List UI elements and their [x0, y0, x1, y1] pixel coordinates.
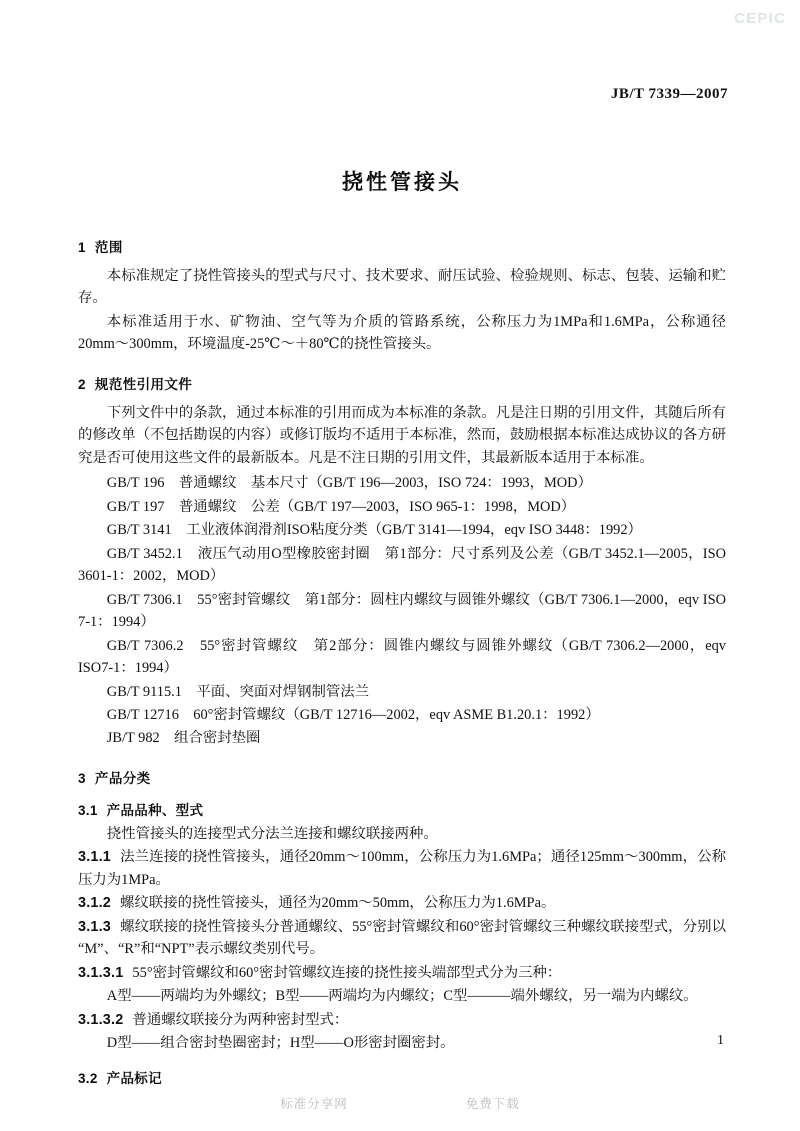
page-number: 1	[717, 1033, 724, 1048]
item-number-3-1-3-2: 3.1.3.2	[78, 1011, 124, 1028]
item-number-3-1-3-1: 3.1.3.1	[78, 964, 124, 981]
item-text-3-1-3-2: 普通螺纹联接分为两种密封型式：	[132, 1011, 349, 1028]
subclause-3-1-lead: 挠性管接头的连接型式分法兰连接和螺纹联接两种。	[106, 825, 438, 842]
item-3-1-3-1-detail: A型——两端均为外螺纹；B型——两端均为内螺纹；C型———端外螺纹，另一端为内螺纹。	[106, 988, 698, 1005]
subclause-title-3-2: 产品标记	[106, 1070, 162, 1086]
subclause-title-3-1: 产品品种、型式	[106, 802, 204, 818]
item-text-3-1-3-1: 55°密封管螺纹和60°密封管螺纹连接的挠性接头端部型式分为三种：	[132, 964, 562, 981]
clause-1-paragraph-1: 本标准规定了挠性管接头的型式与尺寸、技术要求、耐压试验、检验规则、标志、包装、运输和贮存。	[78, 268, 726, 307]
page-title: 挠性管接头	[342, 171, 462, 194]
clause-heading-2	[78, 373, 726, 393]
list-item: JB/T 982 组合密封垫圈	[106, 730, 261, 747]
item-text-3-1-1: 法兰连接的挠性管接头，通径20mm～100mm，公称压力为1.6MPa；通径125mm～300mm，公称压力为1MPa。	[78, 849, 726, 888]
clause-number-1: 1	[78, 240, 86, 255]
list-item: GB/T 3452.1 液压气动用O型橡胶密封圈 第1部分：尺寸系列及公差（GB/T 3452.1—2005，ISO 3601-1：2002，MOD）	[78, 545, 726, 585]
clause-title-2: 规范性引用文件	[94, 376, 193, 392]
item-3-1-3-2	[78, 1009, 726, 1031]
clause-title-1: 范围	[94, 240, 123, 255]
footer-download-label: 免费下载	[465, 1097, 520, 1111]
list-item: GB/T 12716 60°密封管螺纹（GB/T 12716—2002，eqv ASME B1.20.1：1992）	[106, 706, 600, 723]
clause-number-3: 3	[78, 770, 86, 786]
clause-2-paragraph-1: 下列文件中的条款，通过本标准的引用而成为本标准的条款。凡是注日期的引用文件，其随后所有的修改单（不包括勘误的内容）或修订版均不适用于本标准，然而，鼓励根据本标准达成协议的各方研究是否可使用这些文件的最新版本。凡是不注日期的引用文件，其最新版本适用于本标准。	[78, 404, 726, 466]
clause-title-3: 产品分类	[94, 770, 151, 786]
list-item: GB/T 197 普通螺纹 公差（GB/T 197—2003，ISO 965-1：1998，MOD）	[106, 498, 576, 515]
item-number-3-1-2: 3.1.2	[78, 895, 112, 912]
normative-reference-list	[78, 472, 726, 750]
clause-heading-1	[78, 236, 726, 256]
subclause-number-3-1: 3.1	[78, 802, 98, 818]
cepic-logo: CEPIC	[734, 10, 786, 27]
list-item: GB/T 7306.2 55°密封管螺纹 第2部分：圆锥内螺纹与圆锥外螺纹（GB/T 7306.2—2000，eqv ISO7-1：1994）	[78, 637, 726, 677]
item-3-1-3-1	[78, 962, 726, 984]
subclause-number-3-2: 3.2	[78, 1070, 98, 1086]
item-text-3-1-2: 螺纹联接的挠性管接头，通径为20mm～50mm，公称压力为1.6MPa。	[120, 895, 556, 912]
item-number-3-1-3: 3.1.3	[78, 918, 112, 935]
item-number-3-1-1: 3.1.1	[78, 849, 112, 866]
item-text-3-1-3: 螺纹联接的挠性管接头分普通螺纹、55°密封管螺纹和60°密封管螺纹三种螺纹联接型式，分别以“M”、“R”和“NPT”表示螺纹类别代号。	[78, 918, 726, 958]
document-body	[78, 150, 726, 1091]
item-3-1-3-2-detail: D型——组合密封垫圈密封；H型——O形密封圈密封。	[106, 1035, 455, 1052]
footer-watermark	[0, 1093, 800, 1113]
standard-code-header: JB/T 7339—2007	[610, 86, 728, 102]
clause-1-paragraph-2: 本标准适用于水、矿物油、空气等为介质的管路系统，公称压力为1MPa和1.6MPa，公称通径20mm～300mm，环境温度-25℃～＋80℃的挠性管接头。	[78, 313, 726, 353]
item-3-1-1	[78, 846, 726, 891]
subclause-heading-3-1	[78, 799, 726, 819]
item-3-1-2	[78, 892, 726, 914]
subclause-heading-3-2	[78, 1067, 726, 1087]
item-3-1-3	[78, 916, 726, 961]
list-item: GB/T 7306.1 55°密封管螺纹 第1部分：圆柱内螺纹与圆锥外螺纹（GB/T 7306.1—2000，eqv ISO 7-1：1994）	[78, 591, 726, 631]
clause-heading-3	[78, 767, 726, 787]
list-item: GB/T 3141 工业液体润滑剂ISO粘度分类（GB/T 3141—1994，eqv ISO 3448：1992）	[106, 522, 642, 539]
list-item: GB/T 196 普通螺纹 基本尺寸（GB/T 196—2003，ISO 724：1993，MOD）	[106, 475, 592, 492]
clause-number-2: 2	[78, 376, 86, 392]
list-item: GB/T 9115.1 平面、突面对焊钢制管法兰	[106, 683, 370, 700]
footer-site-label: 标准分享网	[280, 1097, 348, 1111]
